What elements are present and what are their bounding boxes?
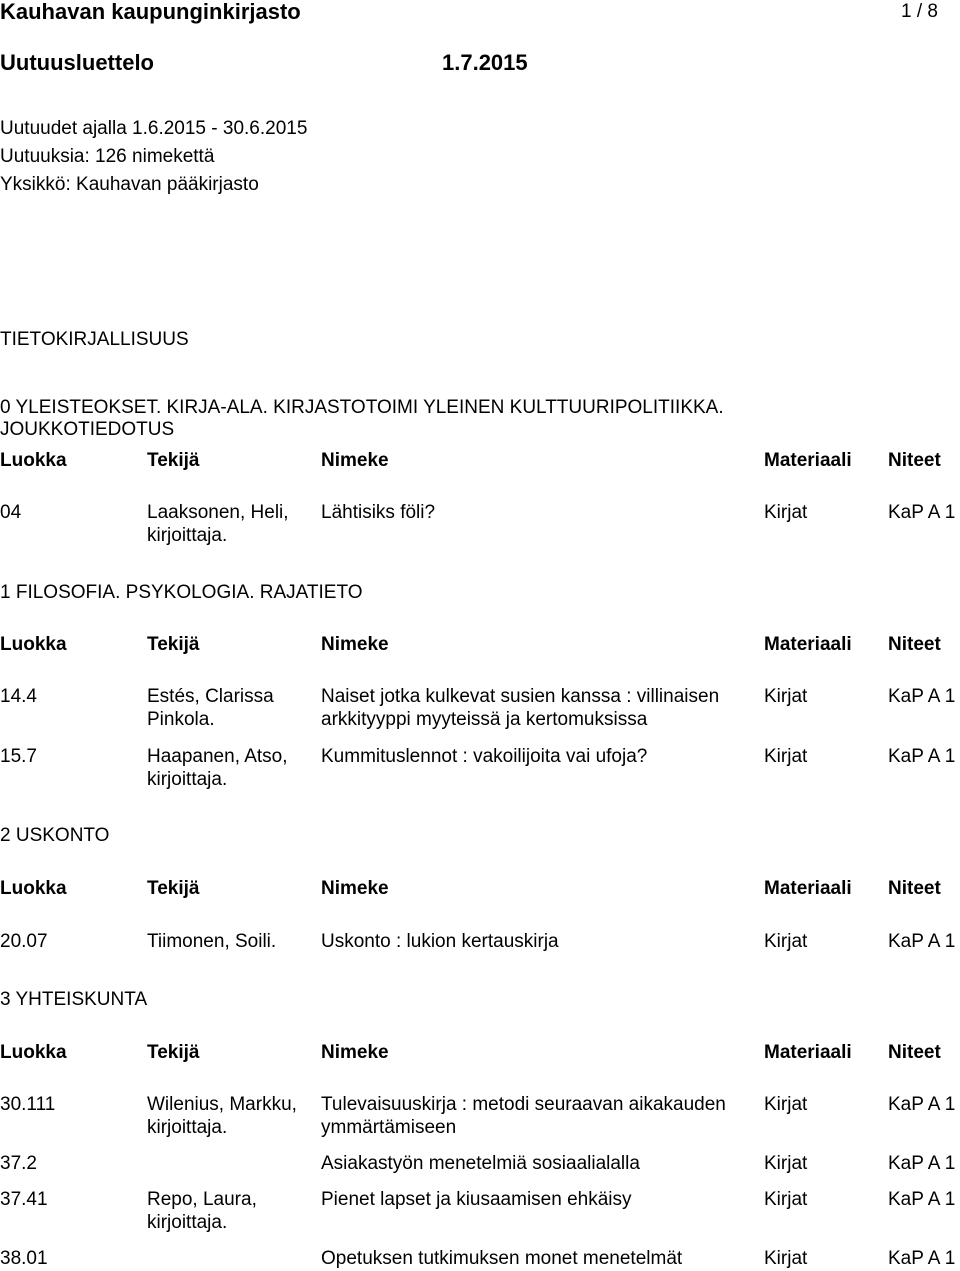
col-tekija: Tekijä: [147, 878, 200, 899]
cell-materiaali: Kirjat: [764, 1094, 808, 1115]
col-materiaali: Materiaali: [764, 634, 852, 655]
group-title-cont: JOUKKOTIEDOTUS: [0, 419, 175, 440]
cell-luokka: 37.41: [0, 1189, 48, 1210]
col-nimeke: Nimeke: [321, 878, 389, 899]
cell-tekija-cont: kirjoittaja.: [147, 769, 228, 790]
cell-tekija: Wilenius, Markku,: [147, 1094, 297, 1115]
col-tekija: Tekijä: [147, 634, 200, 655]
group-title: 0 YLEISTEOKSET. KIRJA-ALA. KIRJASTOTOIMI YLEINEN KULTTUURIPOLITIIKKA.: [0, 397, 724, 418]
cell-tekija: Haapanen, Atso,: [147, 746, 288, 767]
group-title: 1 FILOSOFIA. PSYKOLOGIA. RAJATIETO: [0, 582, 363, 603]
cell-tekija: Laaksonen, Heli,: [147, 502, 289, 523]
col-materiaali: Materiaali: [764, 878, 852, 899]
cell-materiaali: Kirjat: [764, 1248, 808, 1269]
cell-tekija-cont: kirjoittaja.: [147, 525, 228, 546]
cell-materiaali: Kirjat: [764, 1153, 808, 1174]
document-title: Uutuusluettelo: [0, 50, 154, 75]
group-title: 2 USKONTO: [0, 825, 110, 846]
col-niteet: Niteet: [888, 1042, 941, 1063]
cell-nimeke-cont: ymmärtämiseen: [321, 1117, 457, 1138]
col-nimeke: Nimeke: [321, 450, 389, 471]
col-luokka: Luokka: [0, 878, 67, 899]
cell-tekija: Tiimonen, Soili.: [147, 931, 277, 952]
col-niteet: Niteet: [888, 878, 941, 899]
cell-nimeke: Kummituslennot : vakoilijoita vai ufoja?: [321, 746, 648, 767]
cell-luokka: 20.07: [0, 931, 48, 952]
info-count: Uutuuksia: 126 nimekettä: [0, 146, 215, 167]
col-luokka: Luokka: [0, 634, 67, 655]
cell-materiaali: Kirjat: [764, 502, 808, 523]
col-tekija: Tekijä: [147, 450, 200, 471]
cell-nimeke: Tulevaisuuskirja : metodi seuraavan aikakauden: [321, 1094, 726, 1115]
cell-tekija-cont: kirjoittaja.: [147, 1117, 228, 1138]
info-unit: Yksikkö: Kauhavan pääkirjasto: [0, 174, 259, 195]
cell-materiaali: Kirjat: [764, 686, 808, 707]
cell-niteet: KaP A 1: [888, 931, 956, 952]
col-materiaali: Materiaali: [764, 450, 852, 471]
cell-nimeke: Lähtisiks föli?: [321, 502, 436, 523]
cell-luokka: 38.01: [0, 1248, 48, 1269]
cell-luokka: 37.2: [0, 1153, 37, 1174]
cell-luokka: 30.111: [0, 1094, 56, 1115]
col-nimeke: Nimeke: [321, 1042, 389, 1063]
cell-tekija: Repo, Laura,: [147, 1189, 257, 1210]
cell-nimeke: Asiakastyön menetelmiä sosiaalialalla: [321, 1153, 640, 1174]
cell-materiaali: Kirjat: [764, 931, 808, 952]
col-niteet: Niteet: [888, 450, 941, 471]
cell-materiaali: Kirjat: [764, 746, 808, 767]
library-name: Kauhavan kaupunginkirjasto: [0, 0, 301, 24]
col-materiaali: Materiaali: [764, 1042, 852, 1063]
page-number: 1 / 8: [901, 1, 938, 22]
cell-niteet: KaP A 1: [888, 686, 956, 707]
cell-niteet: KaP A 1: [888, 1153, 956, 1174]
cell-niteet: KaP A 1: [888, 746, 956, 767]
cell-nimeke: Opetuksen tutkimuksen monet menetelmät: [321, 1248, 683, 1269]
cell-luokka: 15.7: [0, 746, 37, 767]
info-period: Uutuudet ajalla 1.6.2015 - 30.6.2015: [0, 118, 308, 139]
col-tekija: Tekijä: [147, 1042, 200, 1063]
cell-nimeke: Pienet lapset ja kiusaamisen ehkäisy: [321, 1189, 632, 1210]
cell-tekija-cont: Pinkola.: [147, 709, 215, 730]
cell-niteet: KaP A 1: [888, 1248, 956, 1269]
col-nimeke: Nimeke: [321, 634, 389, 655]
cell-nimeke: Uskonto : lukion kertauskirja: [321, 931, 559, 952]
cell-niteet: KaP A 1: [888, 1189, 956, 1210]
cell-luokka: 14.4: [0, 686, 37, 707]
section-heading: TIETOKIRJALLISUUS: [0, 329, 189, 350]
cell-niteet: KaP A 1: [888, 1094, 956, 1115]
col-luokka: Luokka: [0, 450, 67, 471]
cell-tekija: Estés, Clarissa: [147, 686, 274, 707]
cell-nimeke-cont: arkkityyppi myyteissä ja kertomuksissa: [321, 709, 648, 730]
col-luokka: Luokka: [0, 1042, 67, 1063]
cell-materiaali: Kirjat: [764, 1189, 808, 1210]
col-niteet: Niteet: [888, 634, 941, 655]
cell-tekija-cont: kirjoittaja.: [147, 1212, 228, 1233]
group-title: 3 YHTEISKUNTA: [0, 989, 148, 1010]
cell-niteet: KaP A 1: [888, 502, 956, 523]
cell-nimeke: Naiset jotka kulkevat susien kanssa : villinaisen: [321, 686, 720, 707]
document-date: 1.7.2015: [442, 50, 528, 75]
cell-luokka: 04: [0, 502, 22, 523]
